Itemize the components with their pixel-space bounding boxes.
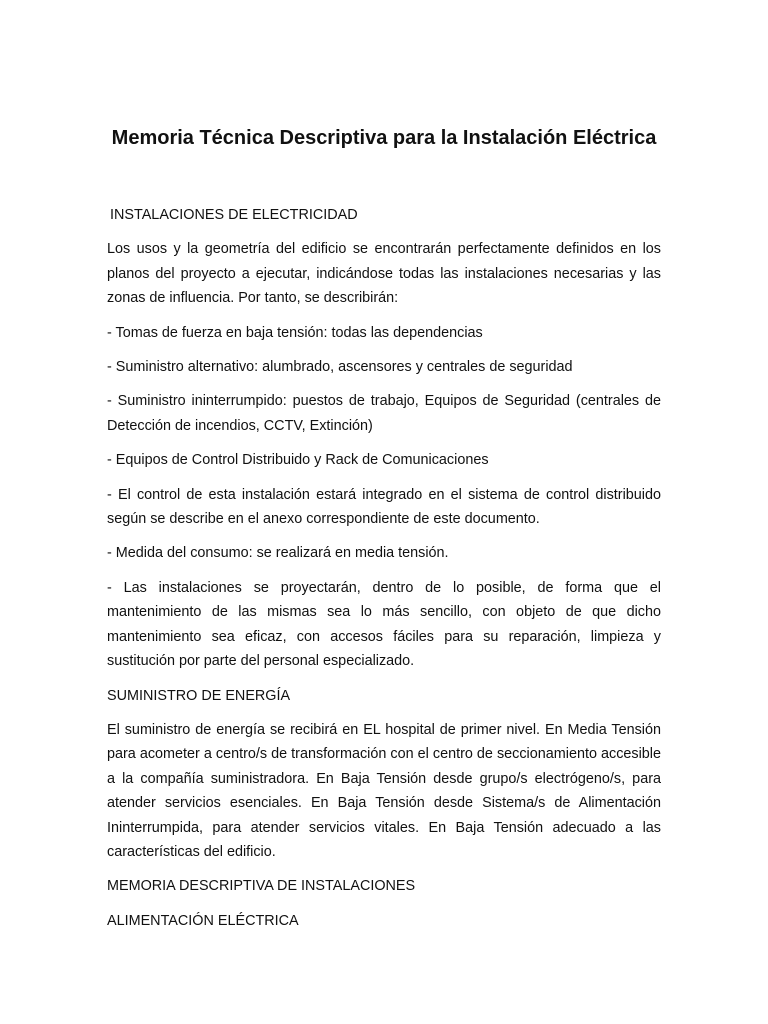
section-heading-suministro: SUMINISTRO DE ENERGÍA [107,687,291,704]
document-title: Memoria Técnica Descriptiva para la Instalación Eléctrica [111,127,657,149]
section-heading-alimentacion: ALIMENTACIÓN ELÉCTRICA [107,912,299,929]
list-item-control-instalacion: - El control de esta instalación estará integrado en el sistema de control distribuido según se describe en el anexo correspondiente de este documento. [107,486,661,528]
list-item-tomas: - Tomas de fuerza en baja tensión: todas las dependencias [107,324,483,341]
list-item-mantenimiento: - Las instalaciones se proyectarán, dentro de lo posible, de forma que el mantenimiento de las mismas sea lo más sencillo, con objeto de que dicho mantenimiento sea eficaz, con accesos fáciles para su reparación, limpieza y sustitución por parte del personal especializado. [107,579,661,670]
list-item-medida-consumo: - Medida del consumo: se realizará en media tensión. [107,545,449,562]
list-item-suministro-alternativo: - Suministro alternativo: alumbrado, ascensores y centrales de seguridad [107,359,573,376]
document-body [107,203,661,943]
section-heading-memoria-descriptiva: MEMORIA DESCRIPTIVA DE INSTALACIONES [107,878,416,895]
section-heading-instalaciones: INSTALACIONES DE ELECTRICIDAD [110,207,358,223]
paragraph-intro: Los usos y la geometría del edificio se encontrarán perfectamente definidos en los planos del proyecto a ejecutar, indicándose todas las instalaciones necesarias y las zonas de influencia. Por tanto, se describirán: [107,241,661,307]
list-item-equipos-control: - Equipos de Control Distribuido y Rack de Comunicaciones [107,452,489,469]
paragraph-suministro: El suministro de energía se recibirá en EL hospital de primer nivel. En Media Tensión para acometer a centro/s de transformación con el centro de seccionamiento accesible a la compañía suministradora. En Baja Tensión desde grupo/s electrógeno/s, para atender servicios esenciales. En Baja Tensión desde Sistema/s de Alimentación Ininterrumpida, para atender servicios vitales. En Baja Tensión adecuado a las características del edificio. [107,721,661,860]
list-item-suministro-ininterrumpido: - Suministro ininterrumpido: puestos de trabajo, Equipos de Seguridad (centrales de Detección de incendios, CCTV, Extinción) [107,393,661,434]
